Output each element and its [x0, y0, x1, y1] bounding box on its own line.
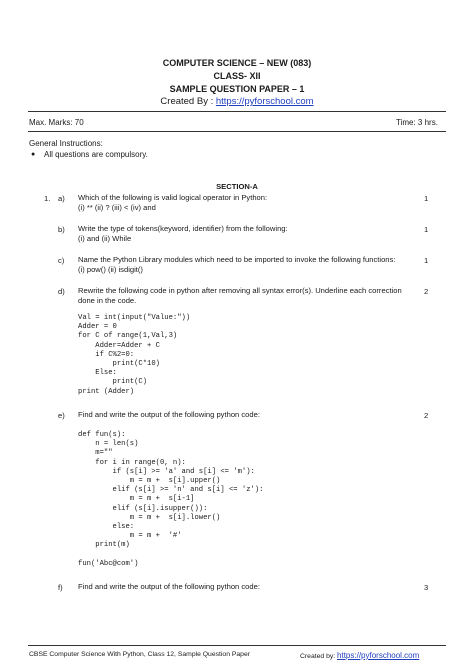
paper-subject-title: COMPUTER SCIENCE – NEW (083)	[162, 58, 312, 68]
q1e-text: Find and write the output of the following python code:	[78, 410, 260, 419]
paper-title: SAMPLE QUESTION PAPER – 1	[169, 84, 305, 94]
q1d-code-block: Val = int(input("Value:")) Adder = 0 for C of range(1,Val,3) Adder=Adder + C if C%2=0: print(C*10) Else: print(C) print (Adder)	[78, 314, 191, 396]
paper-class: CLASS- XII	[213, 71, 261, 81]
header-divider	[28, 111, 446, 112]
section-title: SECTION-A	[216, 182, 258, 191]
q1d-text-cont: done in the code.	[78, 296, 137, 305]
q1b-marks: 1	[424, 225, 429, 234]
footer-link[interactable]: https://pyforschool.com	[337, 651, 420, 660]
instructions-title: General Instructions:	[29, 139, 103, 148]
q1a-options: (i) ** (ii) ? (iii) < (iv) and	[78, 203, 156, 212]
max-marks: Max. Marks: 70	[29, 118, 84, 127]
q1d-label: d)	[58, 287, 65, 296]
created-by-label: Created By :	[160, 96, 216, 107]
q1a-text: Which of the following is valid logical operator in Python:	[78, 193, 268, 202]
time-allowed: Time: 3 hrs.	[396, 118, 438, 127]
footer-created-by	[300, 651, 419, 660]
q1f-marks: 3	[424, 583, 429, 592]
q1e-label: e)	[58, 411, 65, 420]
q1b-text: Write the type of tokens(keyword, identifier) from the following:	[78, 224, 288, 233]
q1f-label: f)	[58, 583, 63, 592]
q1e-marks: 2	[424, 411, 429, 420]
q1f-text: Find and write the output of the following python code:	[78, 582, 260, 591]
instruction-item: All questions are compulsory.	[44, 150, 148, 159]
q1b-options: (i) and (ii) While	[78, 234, 132, 243]
footer-created-label: Created by:	[300, 653, 336, 660]
q1c-options: (i) pow() (ii) isdigit()	[78, 265, 143, 274]
q1c-marks: 1	[424, 256, 429, 265]
q1d-text: Rewrite the following code in python after removing all syntax error(s). Underline each correction	[78, 286, 402, 295]
question-number: 1.	[44, 194, 51, 203]
footer-text: CBSE Computer Science With Python, Class 12, Sample Question Paper	[29, 651, 251, 658]
created-by-link[interactable]: https://pyforschool.com	[215, 96, 314, 107]
q1a-marks: 1	[424, 194, 429, 203]
bullet-icon: ●	[31, 151, 36, 158]
created-by	[0, 96, 474, 107]
q1c-label: c)	[58, 256, 65, 265]
q1a-label: a)	[58, 194, 65, 203]
q1d-marks: 2	[424, 287, 429, 296]
meta-divider	[28, 131, 446, 132]
q1e-code-block: def fun(s): n = len(s) m="" for i in range(0, n): if (s[i] >= 'a' and s[i] <= 'm'): m = m + s[i].upper() elif (s[i] >= 'n' and s[i] <= 'z'): m = m + s[i-1] elif (s[i].isupper()): m = m + s[i].lower() else: m = m + '#' print(m) fun('Abc@com')	[78, 431, 264, 568]
q1c-text: Name the Python Library modules which need to be imported to invoke the following functions:	[78, 255, 396, 264]
footer-divider	[28, 645, 446, 646]
q1b-label: b)	[58, 225, 65, 234]
